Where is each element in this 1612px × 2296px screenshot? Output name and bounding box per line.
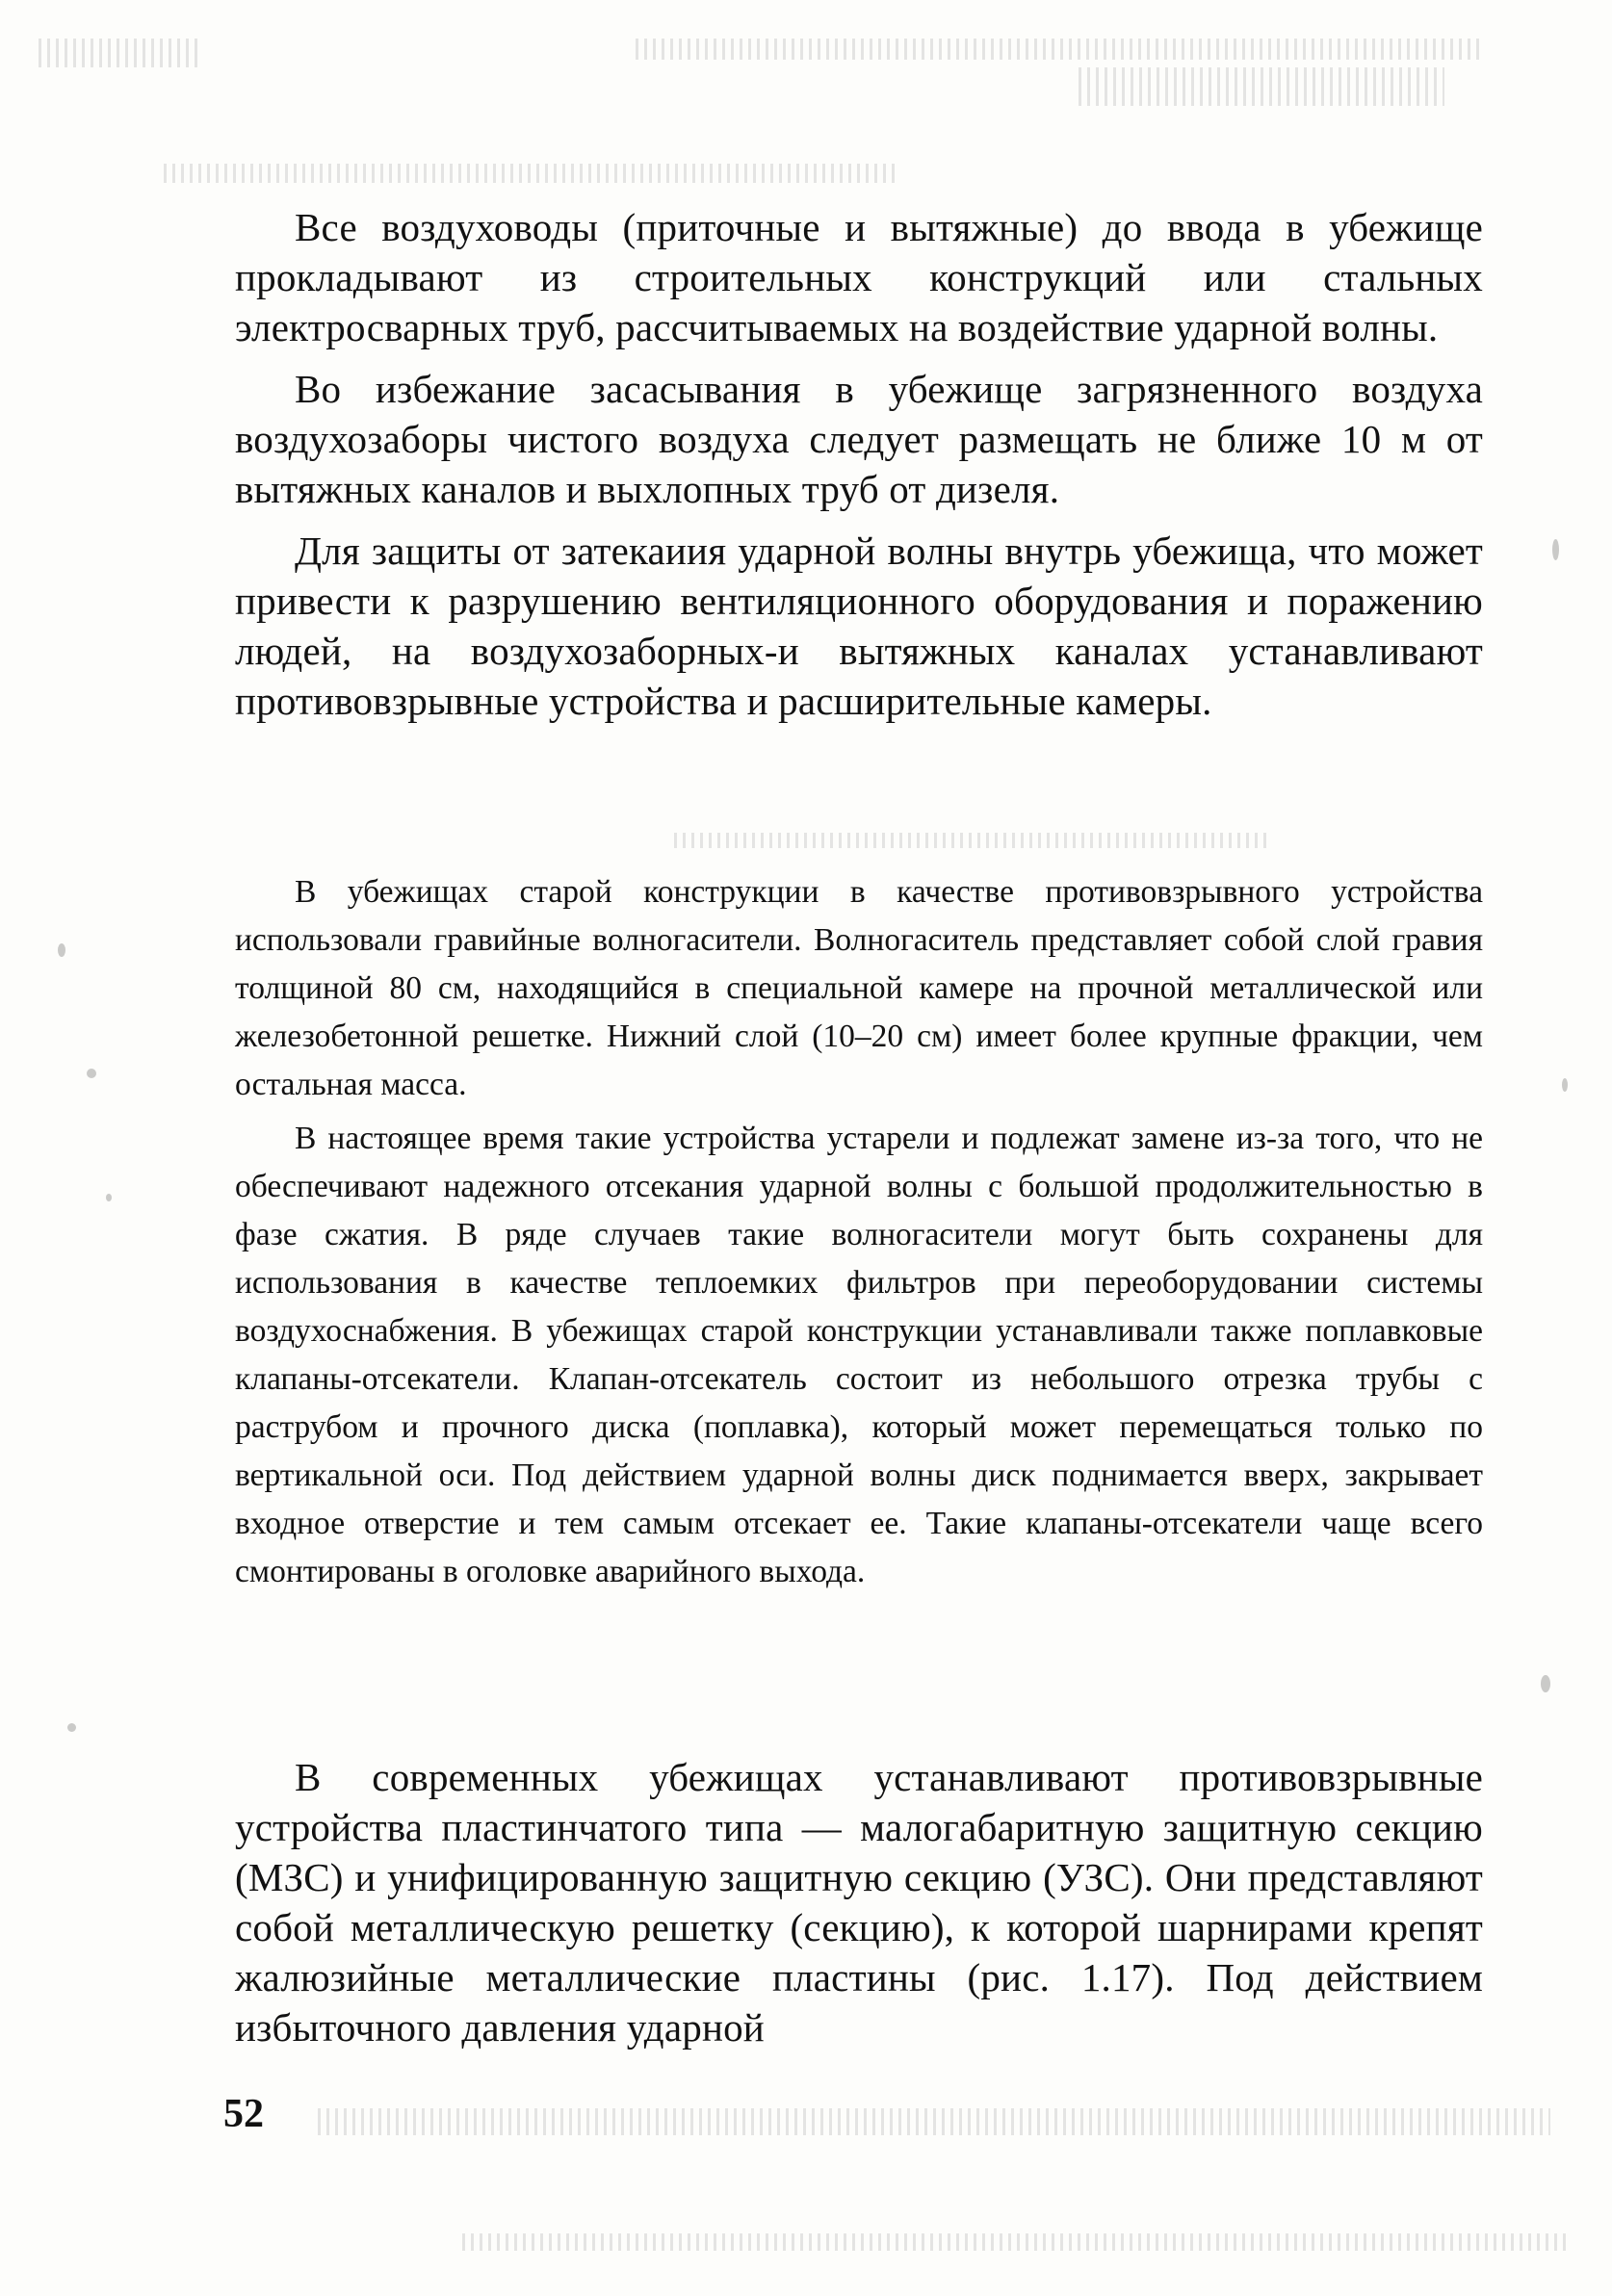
paragraph: В современных убежищах устанавливают противовзрывные устройства пластинчатого типа — малогабаритную защитную секцию (МЗС) и унифицированную защитную секцию (УЗС). Они представляют собой металлическую решетку (секцию), к которой шарнирами крепят жалюзийные металлические пластины (рис. 1.17). Под действием избыточного давления ударной bbox=[235, 1755, 1483, 2050]
scan-speck bbox=[87, 1069, 96, 1078]
scan-noise-top-right bbox=[1079, 67, 1444, 106]
paragraph: В настоящее время такие устройства устарели и подлежат замене из-за того, что не обеспечивают надежного отсекания ударной волны с большой продолжительностью в фазе сжатия. В ряде случаев такие волногасители могут быть сохранены для использования в качестве теплоемких фильтров при переоборудовании системы воздухоснабжения. В убежищах старой конструкции устанавливали также поплавковые клапаны-отсекатели. Клапан-отсекатель состоит из небольшого отрезка трубы с раструбом и прочного диска (поплавка), который может перемещаться только по вертикальной оси. Под действием ударной волны диск поднимается вверх, закрывает входное отверстие и тем самым отсекает ее. Такие клапаны-отсекатели чаще всего смонтированы в оголовке аварийного выхода. bbox=[235, 1121, 1483, 1589]
body-text-small-print bbox=[235, 868, 1483, 1602]
scan-speck bbox=[106, 1194, 112, 1201]
paragraph: В убежищах старой конструкции в качестве противовзрывного устройства использовали гравийные волногасители. Волногаситель представляет собой слой гравия толщиной 80 см, находящийся в специальной камере на прочной металлической или железобетонной решетке. Нижний слой (10–20 см) имеет более крупные фракции, чем остальная масса. bbox=[235, 874, 1483, 1102]
scan-speck bbox=[58, 943, 65, 957]
scan-speck bbox=[1552, 539, 1559, 560]
scan-noise-left bbox=[39, 39, 202, 67]
body-text-top bbox=[235, 202, 1483, 737]
scan-noise-header bbox=[164, 164, 896, 183]
scan-noise-top bbox=[636, 39, 1483, 60]
page-number: 52 bbox=[223, 2092, 264, 2136]
paragraph: Все воздуховоды (приточные и вытяжные) до ввода в убежище прокладывают из строительных конструкций или стальных электросварных труб, рассчитываемых на воздействие ударной волны. bbox=[235, 205, 1483, 349]
scan-speck bbox=[1541, 1675, 1550, 1692]
paragraph: Во избежание засасывания в убежище загрязненного воздуха воздухозаборы чистого воздуха следует размещать не ближе 10 м от вытяжных каналов и выхлопных труб от дизеля. bbox=[235, 367, 1483, 511]
scan-noise-mid bbox=[674, 833, 1271, 848]
scan-noise-footer bbox=[318, 2108, 1550, 2135]
scan-noise-bottom bbox=[462, 2233, 1570, 2251]
paragraph: Для защиты от затекаиия ударной волны внутрь убежища, что может привести к разрушению вентиляционного оборудования и поражению людей, на воздухозаборных-и вытяжных каналах устанавливают противовзрывные устройства и расширительные камеры. bbox=[235, 529, 1483, 723]
body-text-bottom bbox=[235, 1752, 1483, 2064]
scan-speck bbox=[1562, 1078, 1568, 1092]
scan-speck bbox=[67, 1723, 76, 1732]
